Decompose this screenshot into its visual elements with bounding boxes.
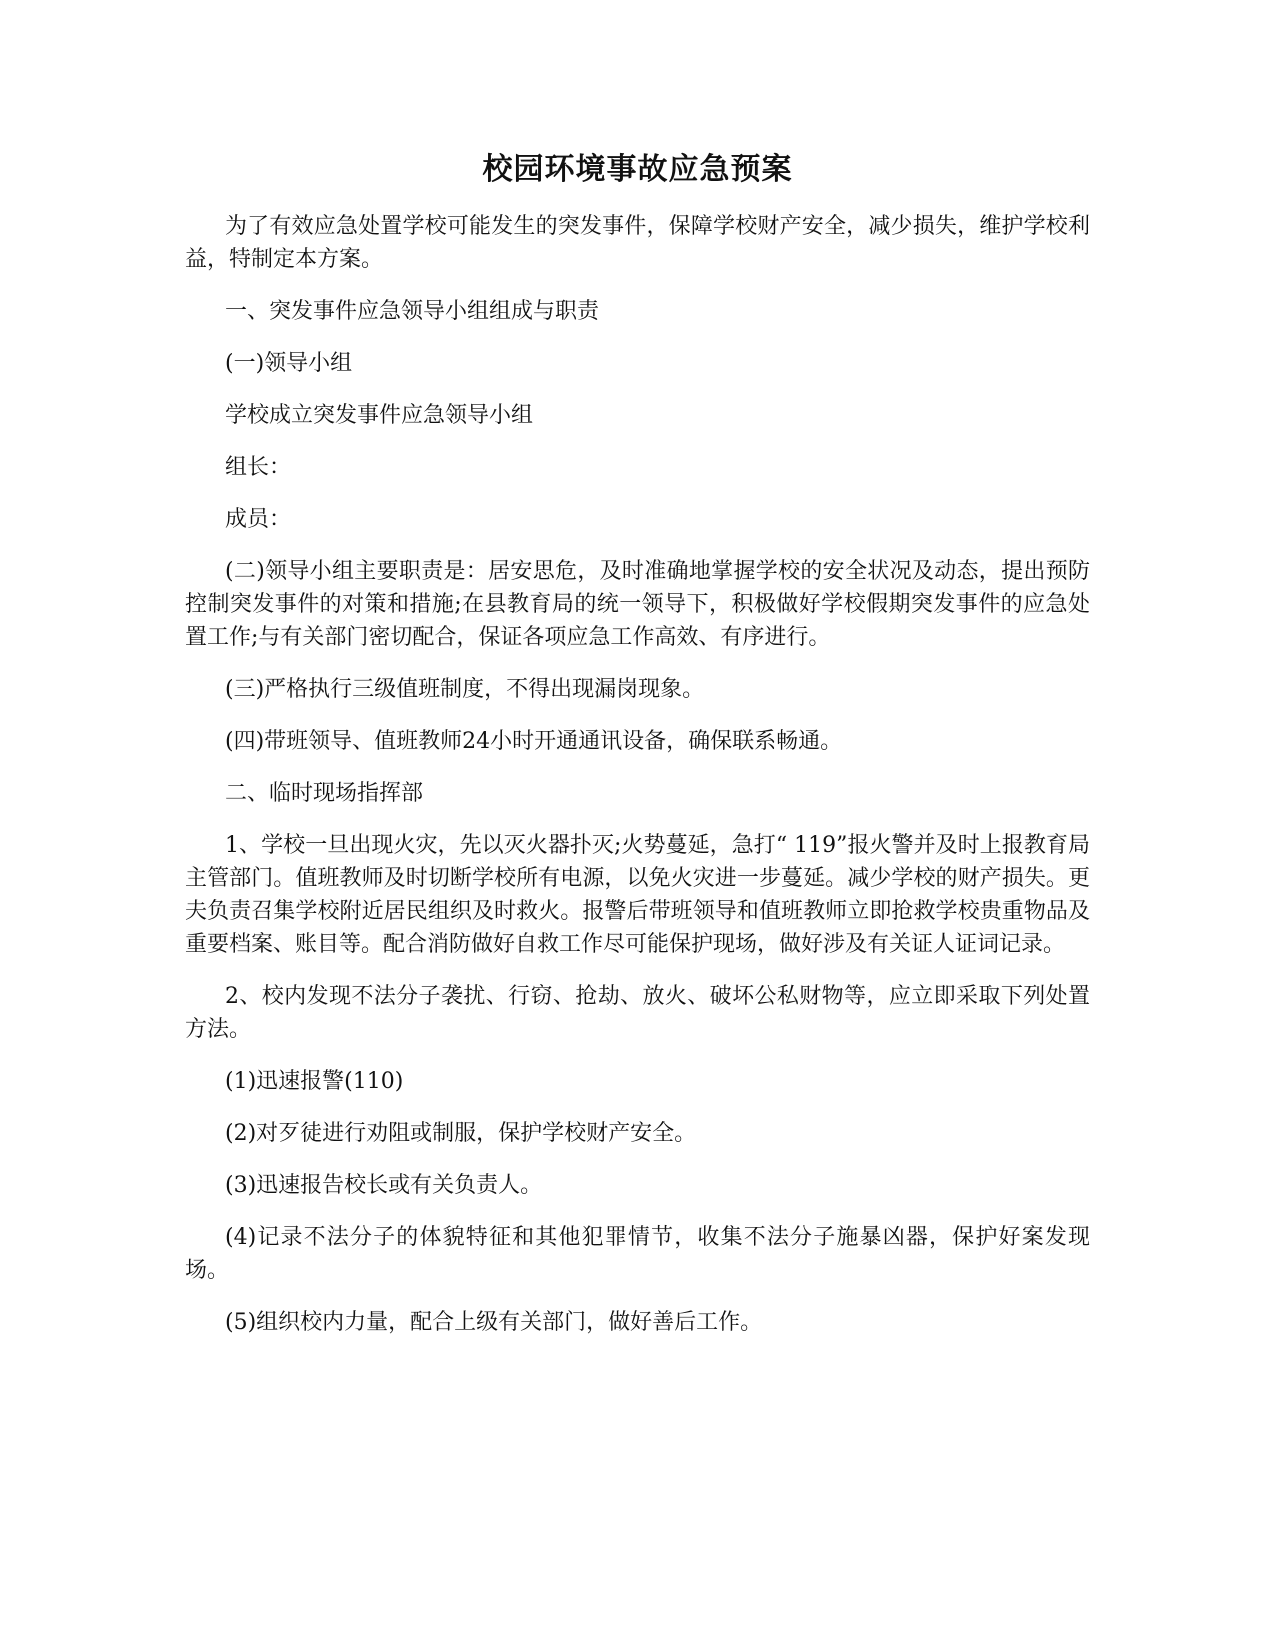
paragraph-duty-system: (三)严格执行三级值班制度，不得出现漏岗现象。 xyxy=(225,677,705,702)
section-heading-2: 二、临时现场指挥部 xyxy=(225,781,424,806)
paragraph-responsibilities: (二)领导小组主要职责是：居安思危，及时准确地掌握学校的安全状况及动态，提出预防控制突发事件的对策和措施;在县教育局的统一领导下，积极做好学校假期突发事件的应急处置工作;与有关部门密切配合，保证各项应急工作高效、有序进行。 xyxy=(185,559,1090,650)
paragraph: 学校成立突发事件应急领导小组 xyxy=(225,403,534,428)
paragraph-communication: (四)带班领导、值班教师24小时开通通讯设备，确保联系畅通。 xyxy=(225,729,843,754)
paragraph-intro: 为了有效应急处置学校可能发生的突发事件，保障学校财产安全，减少损失，维护学校利益，特制定本方案。 xyxy=(185,214,1090,272)
list-item: (4)记录不法分子的体貌特征和其他犯罪情节，收集不法分子施暴凶器，保护好案发现场。 xyxy=(185,1225,1090,1283)
group-members-line: 成员： xyxy=(225,507,292,532)
document-title: 校园环境事故应急预案 xyxy=(482,152,793,187)
list-item: (1)迅速报警(110) xyxy=(225,1069,404,1094)
list-item: (2)对歹徒进行劝阻或制服，保护学校财产安全。 xyxy=(225,1121,697,1146)
section-heading-1: 一、突发事件应急领导小组组成与职责 xyxy=(225,299,600,324)
subsection-heading-leadership-group: (一)领导小组 xyxy=(225,351,353,376)
paragraph-intruders: 2、校内发现不法分子袭扰、行窃、抢劫、放火、破坏公私财物等，应立即采取下列处置方法。 xyxy=(185,984,1090,1042)
paragraph-fire: 1、学校一旦出现火灾，先以灭火器扑灭;火势蔓延，急打“ 119”报火警并及时上报教育局主管部门。值班教师及时切断学校所有电源，以免火灾进一步蔓延。减少学校的财产损失。更夫负责召集学校附近居民组织及时救火。报警后带班领导和值班教师立即抢救学校贵重物品及重要档案、账目等。配合消防做好自救工作尽可能保护现场，做好涉及有关证人证词记录。 xyxy=(185,833,1090,957)
list-item: (5)组织校内力量，配合上级有关部门，做好善后工作。 xyxy=(225,1310,763,1335)
document-body xyxy=(185,210,1090,1358)
group-leader-line: 组长： xyxy=(225,455,292,480)
list-item: (3)迅速报告校长或有关负责人。 xyxy=(225,1173,543,1198)
